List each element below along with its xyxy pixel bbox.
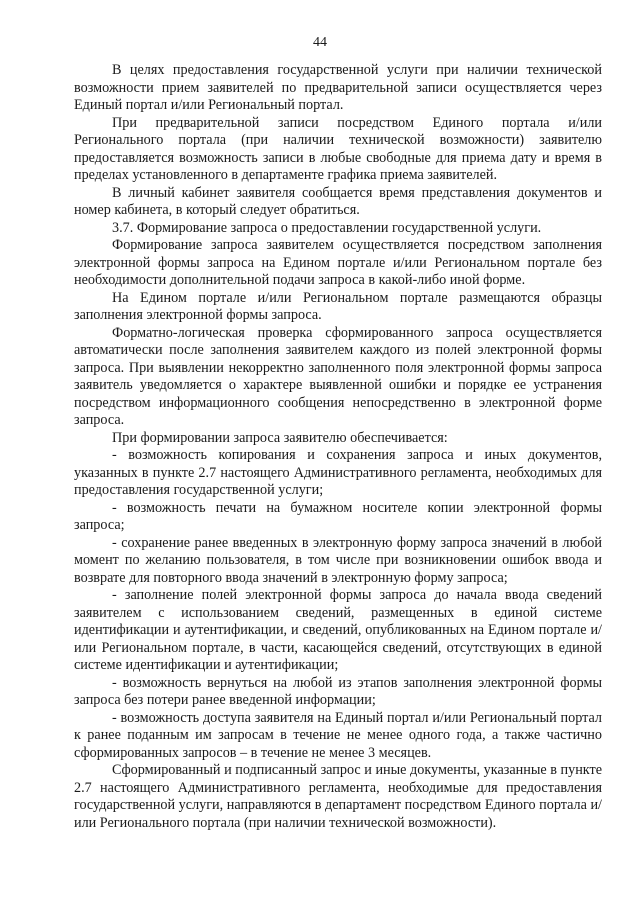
paragraph-form-samples: На Едином портале и/или Региональном портале размещаются образцы заполнения электронной формы запроса. (74, 289, 602, 323)
page-number: 44 (313, 35, 327, 50)
list-item-return-to-step: - возможность вернуться на любой из этапов заполнения электронной формы запроса без потери ранее введенной информации; (74, 674, 602, 708)
list-item-prefill: - заполнение полей электронной формы запроса до начала ввода сведений заявителем с использованием сведений, размещенных в единой системе идентификации и аутентификации, и сведений, опубликованных на Едином портале и/или Региональном портале, в части, касающейся сведений, отсутствующих в единой системе идентификации и аутентификации; (74, 587, 602, 673)
paragraph-personal-account: В личный кабинет заявителя сообщается время представления документов и номер кабинета, в который следует обратиться. (74, 184, 602, 218)
paragraph-appointment-booking: При предварительной записи посредством Единого портала и/или Регионального портала (при наличии технической возможности) заявителю предоставляется возможность записи в любые свободные для приема дату и время в пределах установленного в департаменте графика приема заявителей. (74, 114, 602, 183)
paragraph-format-check: Форматно-логическая проверка сформированного запроса осуществляется автоматически после заполнения заявителем каждого из полей электронной формы запроса. При выявлении некорректно заполненного поля электронной формы запроса заявитель уведомляется о характере выявленной ошибки и порядке ее устранения посредством информационного сообщения непосредственно в электронной форме запроса. (74, 324, 602, 428)
document-body (74, 62, 602, 832)
section-heading-3-7: 3.7. Формирование запроса о предоставлении государственной услуги. (112, 219, 542, 236)
list-item-access-requests: - возможность доступа заявителя на Единый портал и/или Региональный портал к ранее поданным им запросам в течение не менее одного года, а также частично сформированных запросов – в течение не менее 3 месяцев. (74, 709, 602, 761)
paragraph-prior-appointment: В целях предоставления государственной услуги при наличии технической возможности прием заявителей по предварительной записи осуществляется через Единый портал и/или Региональный портал. (74, 62, 602, 113)
list-item-save-values: - сохранение ранее введенных в электронную форму запроса значений в любой момент по желанию пользователя, в том числе при возникновении ошибок ввода и возврате для повторного ввода значений в электронную форму запроса; (74, 534, 602, 586)
list-item-copy-save: - возможность копирования и сохранения запроса и иных документов, указанных в пункте 2.7 настоящего Административного регламента, необходимых для предоставления государственной услуги; (74, 447, 602, 498)
list-item-print: - возможность печати на бумажном носителе копии электронной формы запроса; (74, 499, 602, 533)
paragraph-submission: Сформированный и подписанный запрос и иные документы, указанные в пункте 2.7 настоящего Административного регламента, необходимые для предоставления государственной услуги, направляются в департамент посредством Единого портала и/или Регионального портала (при наличии технической возможности). (74, 762, 602, 831)
paragraph-provided-features: При формировании запроса заявителю обеспечивается: (112, 429, 448, 446)
paragraph-request-forming: Формирование запроса заявителем осуществляется посредством заполнения электронной формы запроса на Едином портале и/или Региональном портале без необходимости дополнительной подачи запроса в какой-либо иной форме. (74, 237, 602, 288)
